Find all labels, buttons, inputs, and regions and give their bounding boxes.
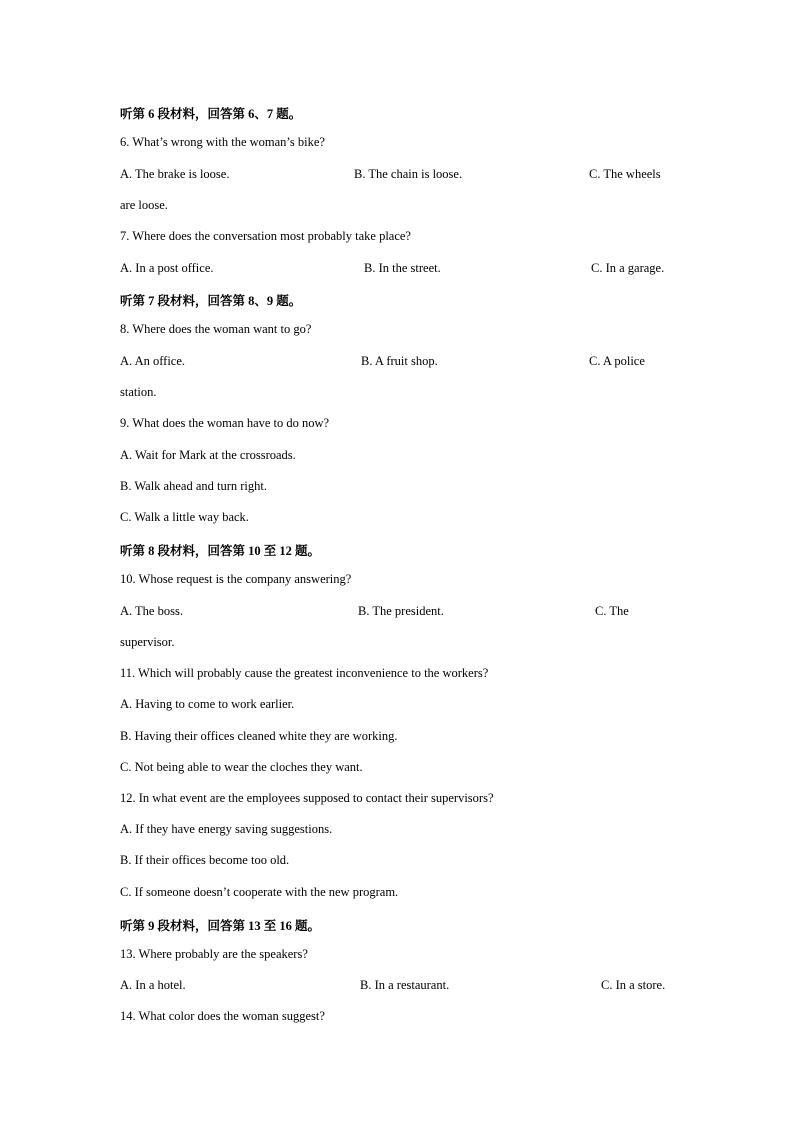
- option-b: B. Having their offices cleaned white they are working.: [120, 729, 398, 743]
- option-c-continued: are loose.: [120, 198, 168, 212]
- section-heading: 听第 9 段材料，回答第 13 至 16 题。: [120, 919, 321, 933]
- question-9: 9. What does the woman have to do now?: [120, 416, 330, 430]
- option-a: A. Wait for Mark at the crossroads.: [120, 448, 296, 462]
- section-heading: 听第 7 段材料，回答第 8、9 题。: [120, 294, 302, 308]
- option-a: A. The boss.: [120, 604, 183, 618]
- option-c: C. Walk a little way back.: [120, 510, 249, 524]
- option-b: B. A fruit shop.: [361, 354, 438, 368]
- option-c-continued: supervisor.: [120, 635, 175, 649]
- section-heading: 听第 6 段材料，回答第 6、7 题。: [120, 107, 302, 121]
- option-c: C. A police: [589, 354, 645, 368]
- option-a: A. In a post office.: [120, 261, 214, 275]
- question-7: 7. Where does the conversation most probably take place?: [120, 229, 411, 243]
- option-a: A. If they have energy saving suggestions.: [120, 822, 333, 836]
- option-a: A. An office.: [120, 354, 186, 368]
- question-8: 8. Where does the woman want to go?: [120, 322, 312, 336]
- option-b: B. In a restaurant.: [360, 978, 450, 992]
- option-b: B. The president.: [358, 604, 444, 618]
- question-6: 6. What’s wrong with the woman’s bike?: [120, 135, 325, 149]
- option-c: C. If someone doesn’t cooperate with the new program.: [120, 885, 399, 899]
- section-heading: 听第 8 段材料，回答第 10 至 12 题。: [120, 544, 321, 558]
- question-10: 10. Whose request is the company answering?: [120, 572, 352, 586]
- option-c-continued: station.: [120, 385, 157, 399]
- option-b: B. Walk ahead and turn right.: [120, 479, 267, 493]
- option-c: C. The: [595, 604, 629, 618]
- question-12: 12. In what event are the employees supposed to contact their supervisors?: [120, 791, 494, 805]
- option-c: C. The wheels: [589, 167, 661, 181]
- question-11: 11. Which will probably cause the greatest inconvenience to the workers?: [120, 666, 489, 680]
- option-a: A. In a hotel.: [120, 978, 186, 992]
- option-b: B. In the street.: [364, 261, 441, 275]
- option-b: B. If their offices become too old.: [120, 853, 290, 867]
- option-c: C. Not being able to wear the cloches they want.: [120, 760, 363, 774]
- question-14: 14. What color does the woman suggest?: [120, 1009, 325, 1023]
- option-a: A. Having to come to work earlier.: [120, 697, 295, 711]
- question-13: 13. Where probably are the speakers?: [120, 947, 308, 961]
- option-a: A. The brake is loose.: [120, 167, 230, 181]
- option-b: B. The chain is loose.: [354, 167, 463, 181]
- option-c: C. In a garage.: [591, 261, 665, 275]
- option-c: C. In a store.: [601, 978, 666, 992]
